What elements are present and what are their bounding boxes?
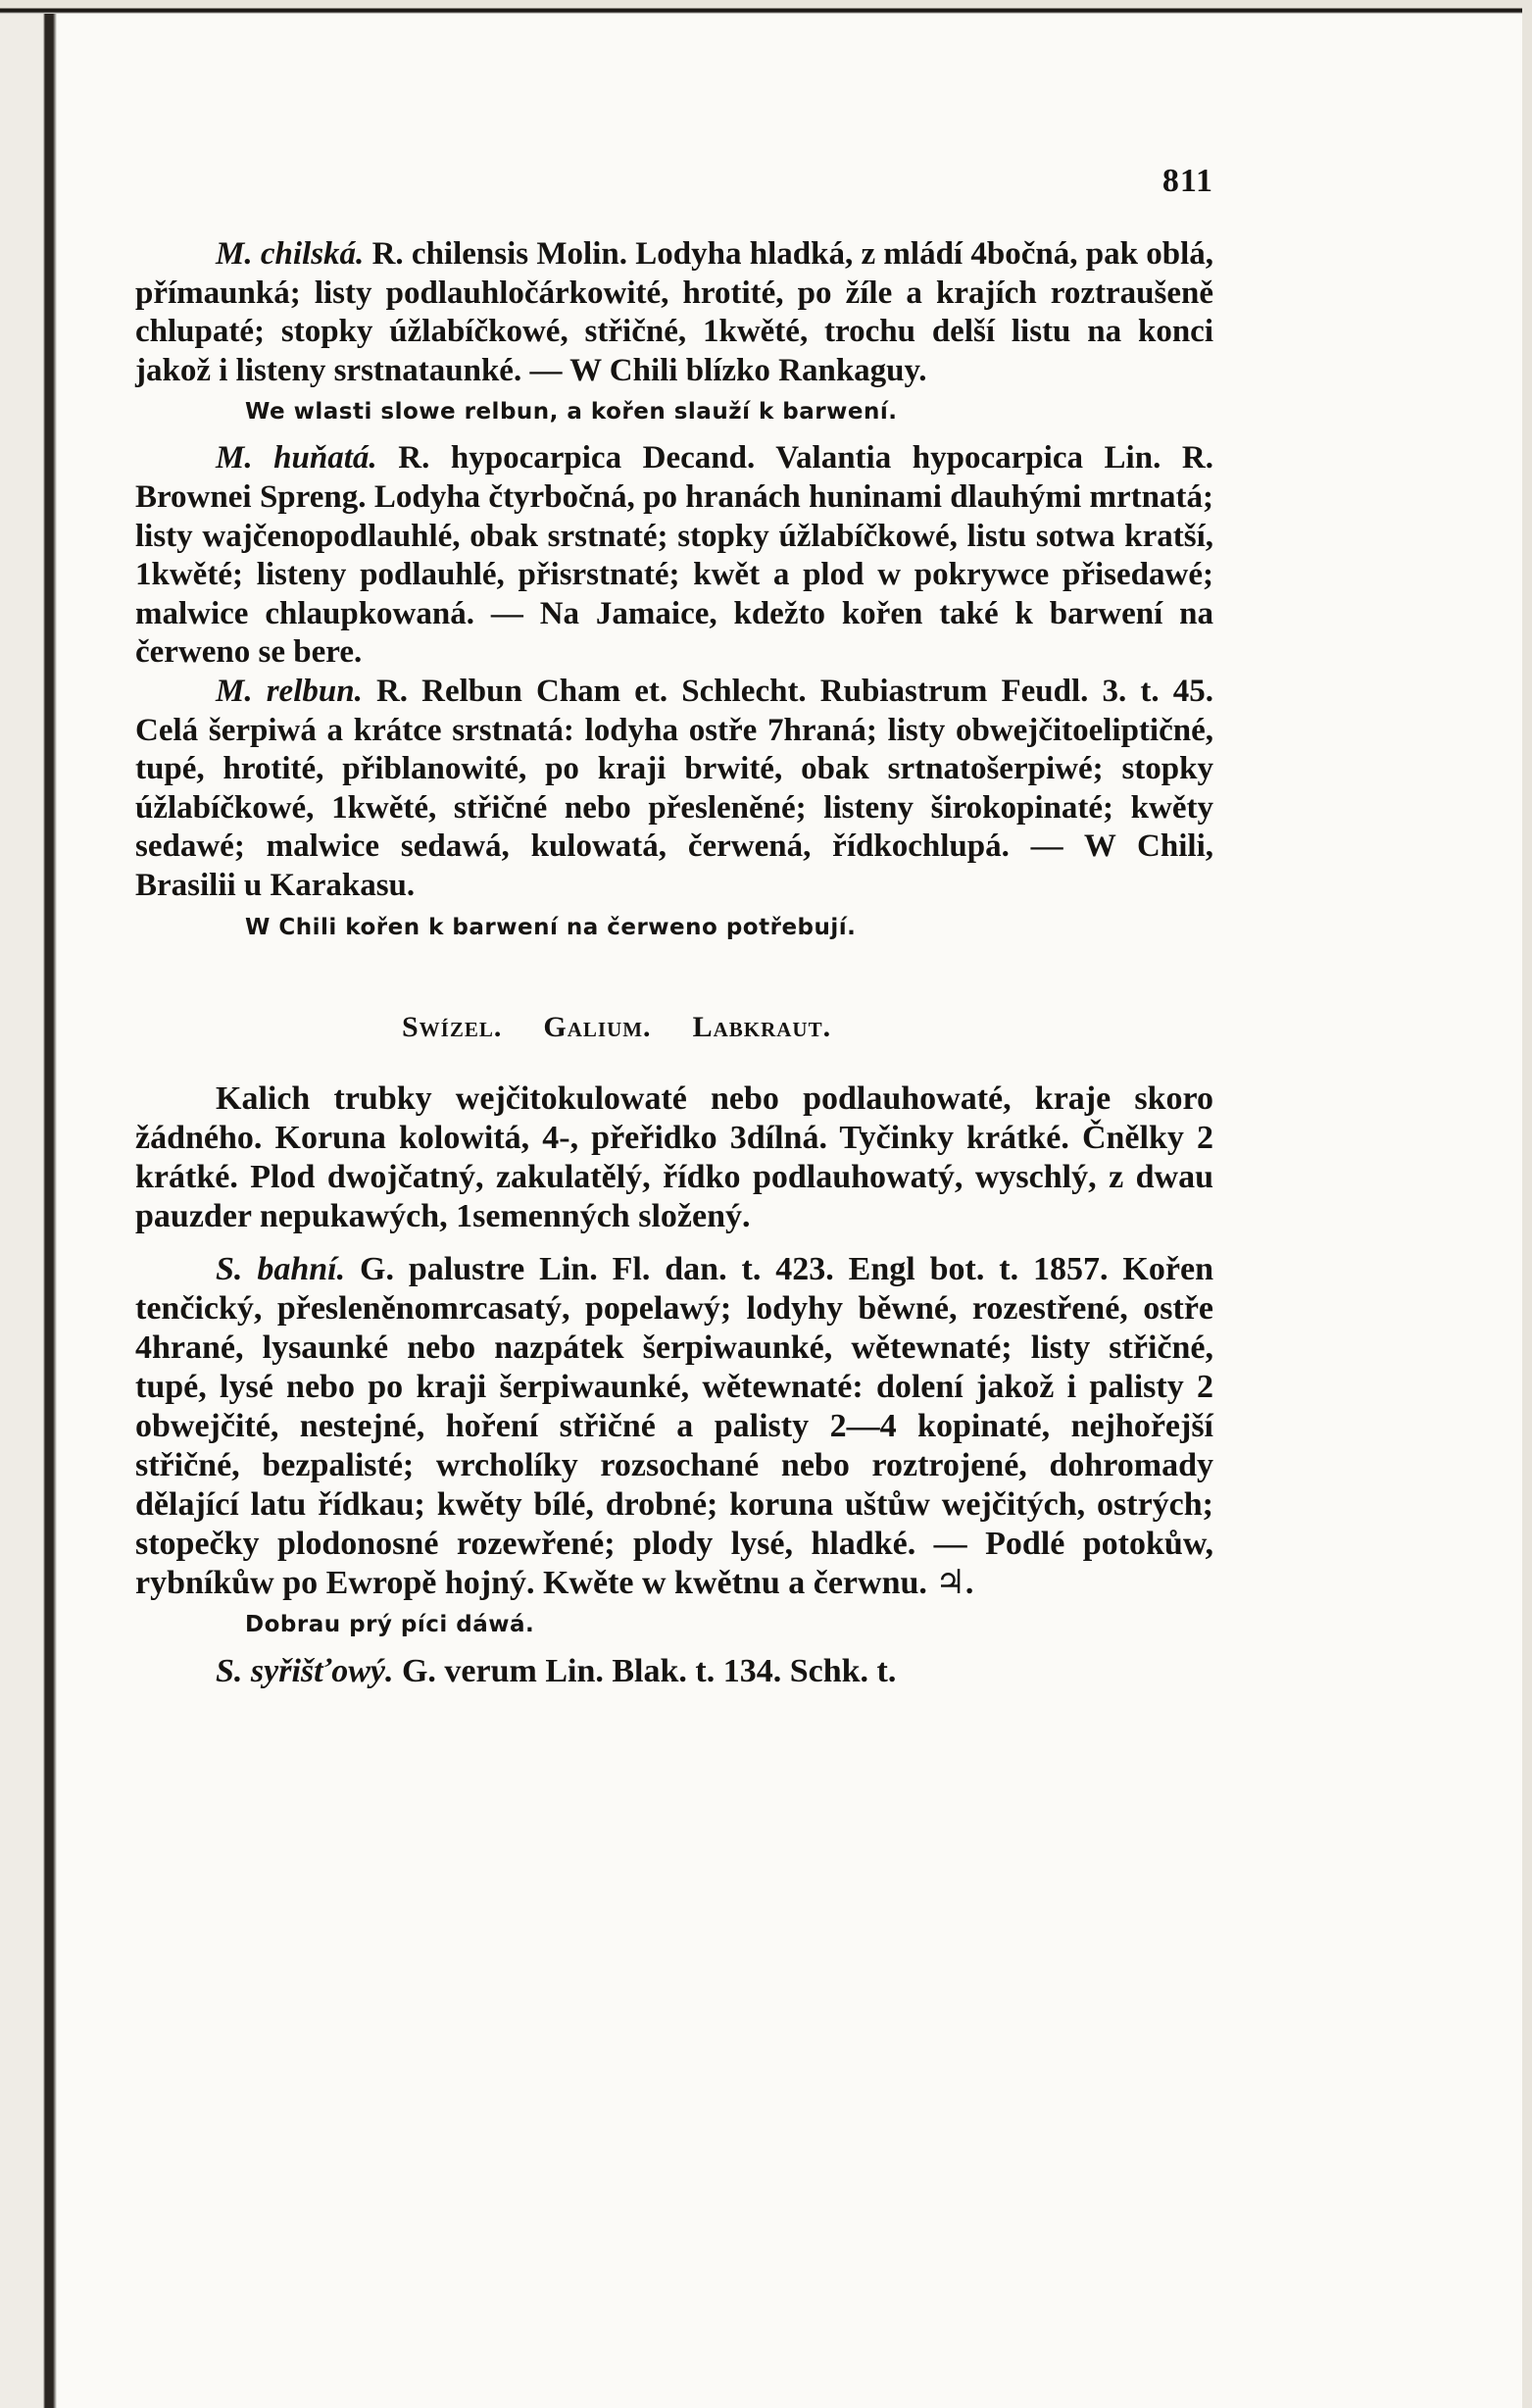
book-spine-edge bbox=[0, 0, 57, 2408]
genus-czech-name: Swízel. bbox=[402, 1010, 503, 1043]
genus-latin-name: Galium. bbox=[543, 1010, 652, 1043]
species-name: S. syřišťowý. bbox=[216, 1653, 394, 1690]
species-name: S. bahní. bbox=[216, 1251, 346, 1288]
genus-german-name: Labkraut. bbox=[692, 1010, 832, 1043]
entry-m-hunata bbox=[135, 439, 1213, 673]
species-description: R. hypocarpica Decand. Valantia hypocarpica Lin. R. Brownei Spreng. Lodyha čtyrbočná, po hranách huninami dlauhými mrtnatá; listy wajčenopodlauhlé, obak srstnaté; stopky úžlabíčkowé, listu sotwa kratší, 1kwěté; listeny podlauhlé, přisrstnaté; kwět a plod w pokrywce přisedawé; malwice chlaupkowaná. — Na Jamaice, kdežto kořen také k barwení na čerweno se bere. bbox=[135, 440, 1213, 671]
species-description: R. chilensis Molin. Lodyha hladká, z mládí 4bočná, pak oblá, přímaunká; listy podlauhločárkowité, hrotité, po žíle a krajích roztraušeně chlupaté; stopky úžlabíčkowé, střičné, 1kwěté, trochu delší listu na konci jakož i listeny srstnataunké. — W Chili blízko Rankaguy. bbox=[135, 236, 1213, 388]
entry-s-bahni bbox=[135, 1250, 1213, 1603]
species-description: G. palustre Lin. Fl. dan. t. 423. Engl bot. t. 1857. Kořen tenčický, přesleněnomrcasatý, popelawý; lodyhy běwné, rozestřené, ostře 4hrané, lysaunké nebo nazpátek šerpiwaunké, wětewnaté; listy střičné, tupé, lysé nebo po kraji šerpiwaunké, wětewnaté: dolení jakož i palisty 2 obwejčité, nestejné, hoření střičné a palisty 2—4 kopinaté, nejhořejší střičné, bezpalisté; wrcholíky rozsochané nebo roztrojené, dohromady dělající latu řídkau; kwěty bílé, drobné; koruna uštůw wejčitých, ostrých; stopečky plodonosné rozewřené; plody lysé, hladké. — Podlé potokůw, rybníkůw po Ewropě hojný. Kwěte w kwětnu a čerwnu. ♃. bbox=[135, 1251, 1213, 1602]
page-body bbox=[135, 235, 1213, 1691]
species-name: M. chilská. bbox=[216, 236, 365, 272]
entry-s-syristowy bbox=[135, 1652, 1213, 1691]
usage-note: Dobrau prý píci dáwá. bbox=[245, 1612, 535, 1638]
entry-m-chilska bbox=[135, 235, 1213, 390]
genus-description: Kalich trubky wejčitokulowaté nebo podlauhowaté, kraje skoro žádného. Koruna kolowitá, 4-, přeřidko 3dílná. Tyčinky krátké. Čnělky 2 krátké. Plod dwojčatný, zakulatělý, řídko podlauhowatý, wyschlý, z dwau pauzder nepukawých, 1semenných složený. bbox=[135, 1080, 1213, 1235]
species-name: M. relbun. bbox=[216, 673, 363, 709]
entry-m-relbun bbox=[135, 673, 1213, 906]
page-top-edge bbox=[0, 0, 1532, 14]
usage-note: We wlasti slowe relbun, a kořen slauží k barwení. bbox=[245, 399, 898, 426]
page-number: 811 bbox=[1161, 163, 1213, 199]
genus-heading bbox=[135, 1008, 1213, 1047]
species-description: R. Relbun Cham et. Schlecht. Rubiastrum Feudl. 3. t. 45. Celá šerpiwá a krátce srstnatá: lodyha ostře 7hraná; listy obwejčitoeliptičné, tupé, hrotité, přiblanowité, po kraji brwité, obak srtnatošerpiwé; stopky úžlabíčkowé, 1kwěté, střičné nebo přesleněné; listeny širokopinaté; kwěty sedawé; malwice sedawá, kulowatá, čerwená, řídkochlupá. — W Chili, Brasilii u Karakasu. bbox=[135, 673, 1213, 903]
usage-note: W Chili kořen k barwení na čerweno potřebují. bbox=[245, 914, 857, 940]
species-name: M. huňatá. bbox=[216, 440, 377, 477]
page-right-edge bbox=[1522, 0, 1532, 2408]
species-description: G. verum Lin. Blak. t. 134. Schk. t. bbox=[393, 1653, 897, 1690]
book-page bbox=[135, 127, 1213, 2265]
